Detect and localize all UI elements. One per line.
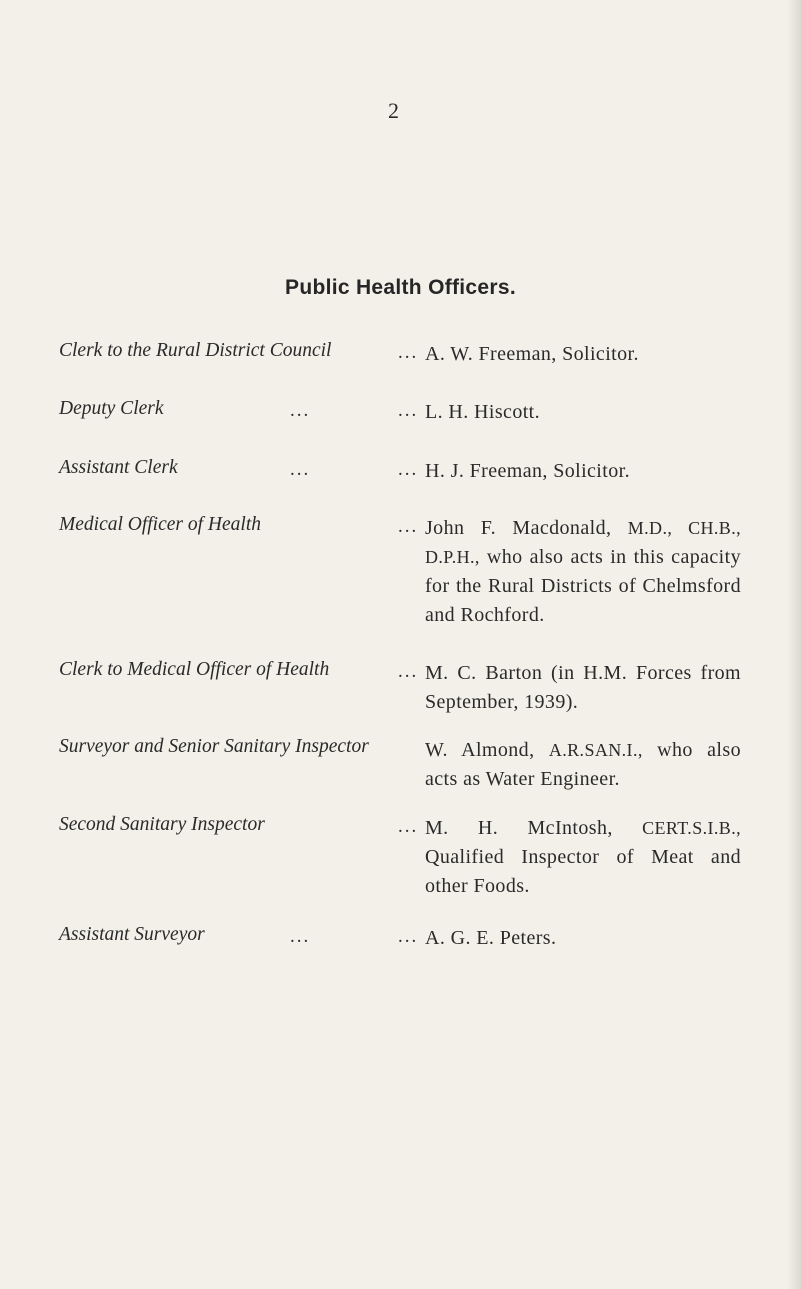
officer-name-text: W. Almond, <box>425 739 535 761</box>
spacer-dots: ... <box>290 459 311 480</box>
officer-name: A. W. Freeman, Solicitor. <box>425 343 639 365</box>
officer-name: H. J. Freeman, Solicitor. <box>425 460 630 482</box>
officer-name <box>425 514 741 630</box>
officer-role: Medical Officer of Health <box>59 514 261 535</box>
officer-role: Second Sanitary Inspector <box>59 814 265 835</box>
officer-role: Surveyor and Senior Sanitary Inspector <box>59 736 369 757</box>
officer-name <box>425 736 741 794</box>
leader-dots: ... <box>398 816 419 837</box>
officer-name <box>425 814 741 901</box>
officer-description: who also acts in this capacity for the Rural Districts of Chelmsford and Rochford. <box>425 546 741 626</box>
officer-name-text: M. H. McIntosh, <box>425 817 613 839</box>
officer-description: Qualified Inspector of Meat and other Foods. <box>425 846 741 897</box>
page-heading: Public Health Officers. <box>285 276 516 299</box>
officer-description: who also acts as Water Engineer. <box>425 739 741 790</box>
leader-dots: ... <box>398 516 419 537</box>
leader-dots: ... <box>398 459 419 480</box>
leader-dots: ... <box>398 926 419 947</box>
officer-role: Assistant Clerk <box>59 457 178 478</box>
officer-name: M. C. Barton (in H.M. Forces from September, 1939). <box>425 662 741 713</box>
officer-qualifications: CERT.S.I.B., <box>642 818 742 838</box>
page-edge-shadow <box>787 0 801 1289</box>
spacer-dots: ... <box>290 400 311 421</box>
officer-role: Clerk to the Rural District Council <box>59 340 332 361</box>
page-number: 2 <box>388 98 400 123</box>
officer-qualifications: A.R.SAN.I., <box>548 740 643 760</box>
leader-dots: ... <box>398 342 419 363</box>
leader-dots: ... <box>398 400 419 421</box>
officer-role: Clerk to Medical Officer of Health <box>59 659 330 680</box>
officer-name-text: John F. Macdonald, <box>425 517 612 539</box>
officer-qualifications: M.D., CH.B., D.P.H., <box>425 518 741 567</box>
officer-role: Assistant Surveyor <box>59 924 205 945</box>
leader-dots: ... <box>398 661 419 682</box>
officer-name: L. H. Hiscott. <box>425 401 541 423</box>
officer-name: A. G. E. Peters. <box>425 927 557 949</box>
spacer-dots: ... <box>290 926 311 947</box>
officer-role: Deputy Clerk <box>59 398 164 419</box>
